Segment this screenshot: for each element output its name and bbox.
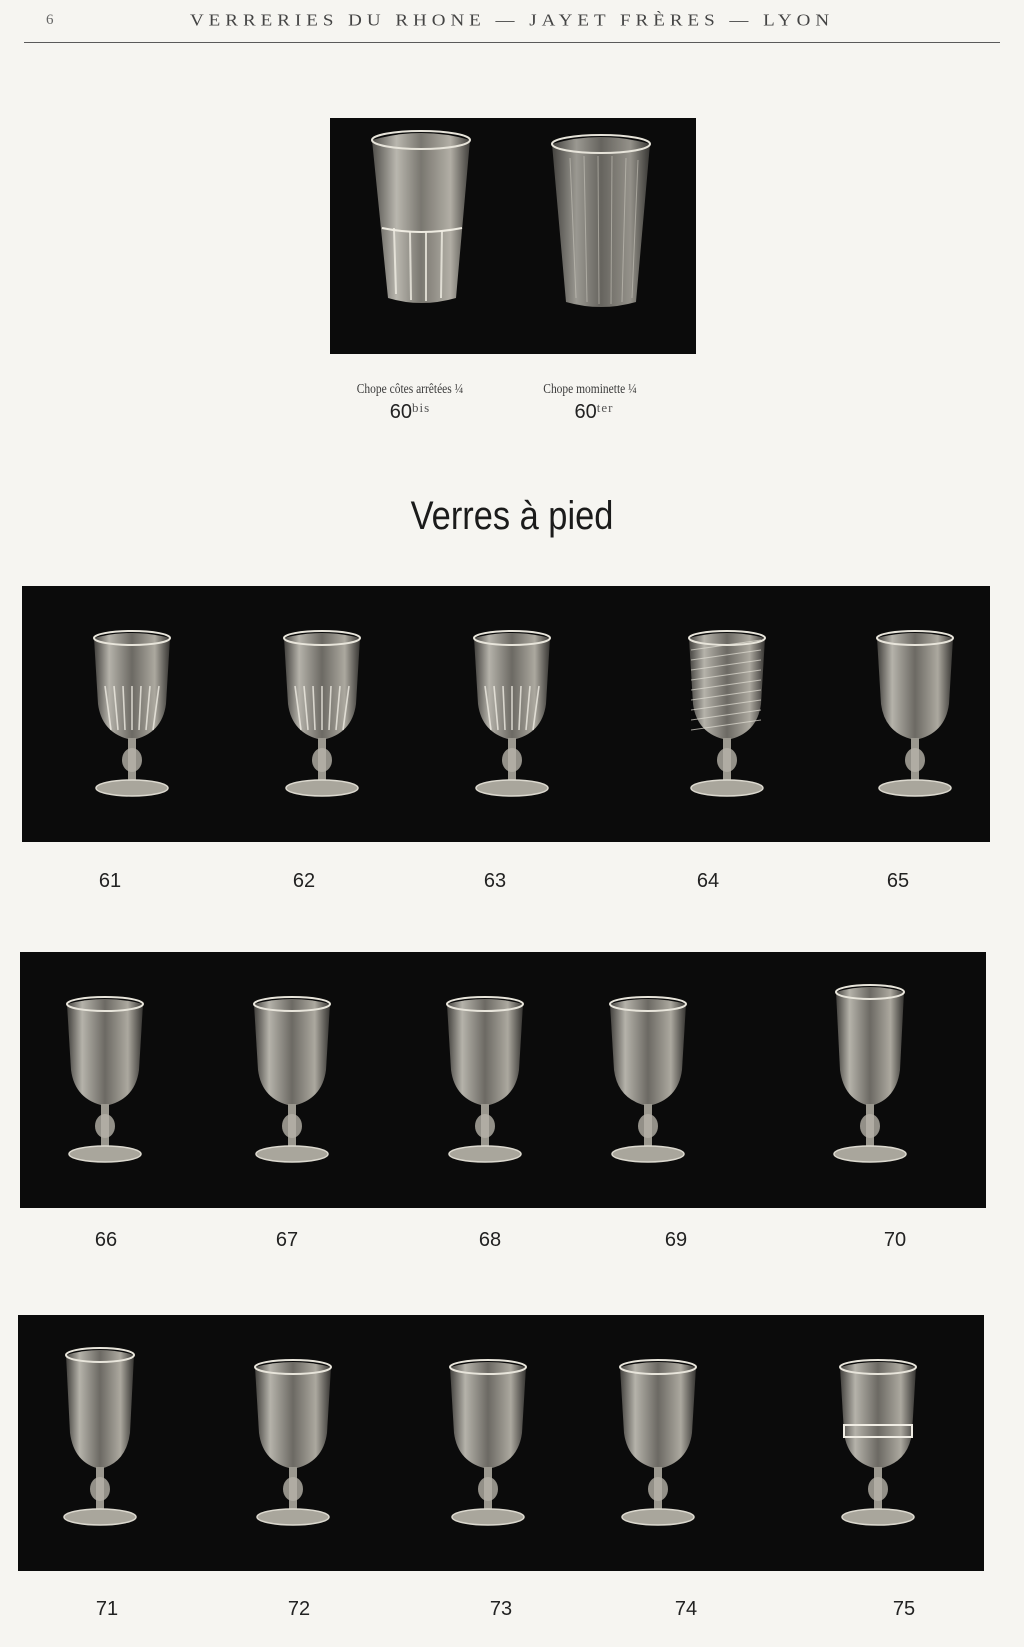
item-number-71: 71 (95, 1598, 119, 1620)
glass-67 (254, 997, 330, 1162)
glass-74 (620, 1360, 696, 1525)
item-number-61: 61 (98, 870, 122, 892)
tumbler-photo (330, 118, 696, 354)
caption-60ter: Chope mominette ¼ (543, 382, 637, 397)
glass-75 (840, 1360, 916, 1525)
item-number-62: 62 (292, 870, 316, 892)
page-number: 6 (46, 12, 54, 28)
glass-61 (94, 631, 170, 796)
stemware-photo-row-1 (22, 586, 990, 842)
glass-63 (474, 631, 550, 796)
tumbler-60bis (372, 131, 470, 303)
item-number-75: 75 (892, 1598, 916, 1620)
item-number-69: 69 (664, 1229, 688, 1251)
item-number-64: 64 (696, 870, 720, 892)
item-number-65: 65 (886, 870, 910, 892)
tumbler-60ter (552, 135, 650, 307)
item-number-73: 73 (489, 1598, 513, 1620)
item-number-67: 67 (275, 1229, 299, 1251)
item-number-74: 74 (674, 1598, 698, 1620)
item-number-66: 66 (94, 1229, 118, 1251)
number-60bis-value: 60 (389, 401, 413, 423)
glass-62 (284, 631, 360, 796)
section-title: Verres à pied (410, 494, 614, 538)
number-60ter-value: 60 (574, 401, 597, 423)
glass-71 (64, 1348, 136, 1525)
item-number-68: 68 (478, 1229, 502, 1251)
glass-68 (447, 997, 523, 1162)
item-number-63: 63 (483, 870, 507, 892)
caption-60bis: Chope côtes arrêtées ¼ (356, 382, 464, 397)
stemware-photo-row-3 (18, 1315, 984, 1571)
stemware-photo-row-2 (20, 952, 986, 1208)
number-60ter (554, 400, 634, 424)
page-header (24, 4, 1000, 43)
glass-65 (877, 631, 953, 796)
item-number-72: 72 (287, 1598, 311, 1620)
number-60bis (370, 400, 450, 424)
item-number-70: 70 (883, 1229, 907, 1251)
glass-66 (67, 997, 143, 1162)
glass-64 (689, 631, 765, 796)
glass-70 (834, 985, 906, 1162)
number-60ter-suffix: ter (596, 400, 614, 415)
number-60bis-suffix: bis (412, 400, 431, 415)
glass-69 (610, 997, 686, 1162)
running-title: VERRERIES DU RHONE — JAYET FRÈRES — LYON (189, 11, 835, 30)
glass-72 (255, 1360, 331, 1525)
glass-73 (450, 1360, 526, 1525)
